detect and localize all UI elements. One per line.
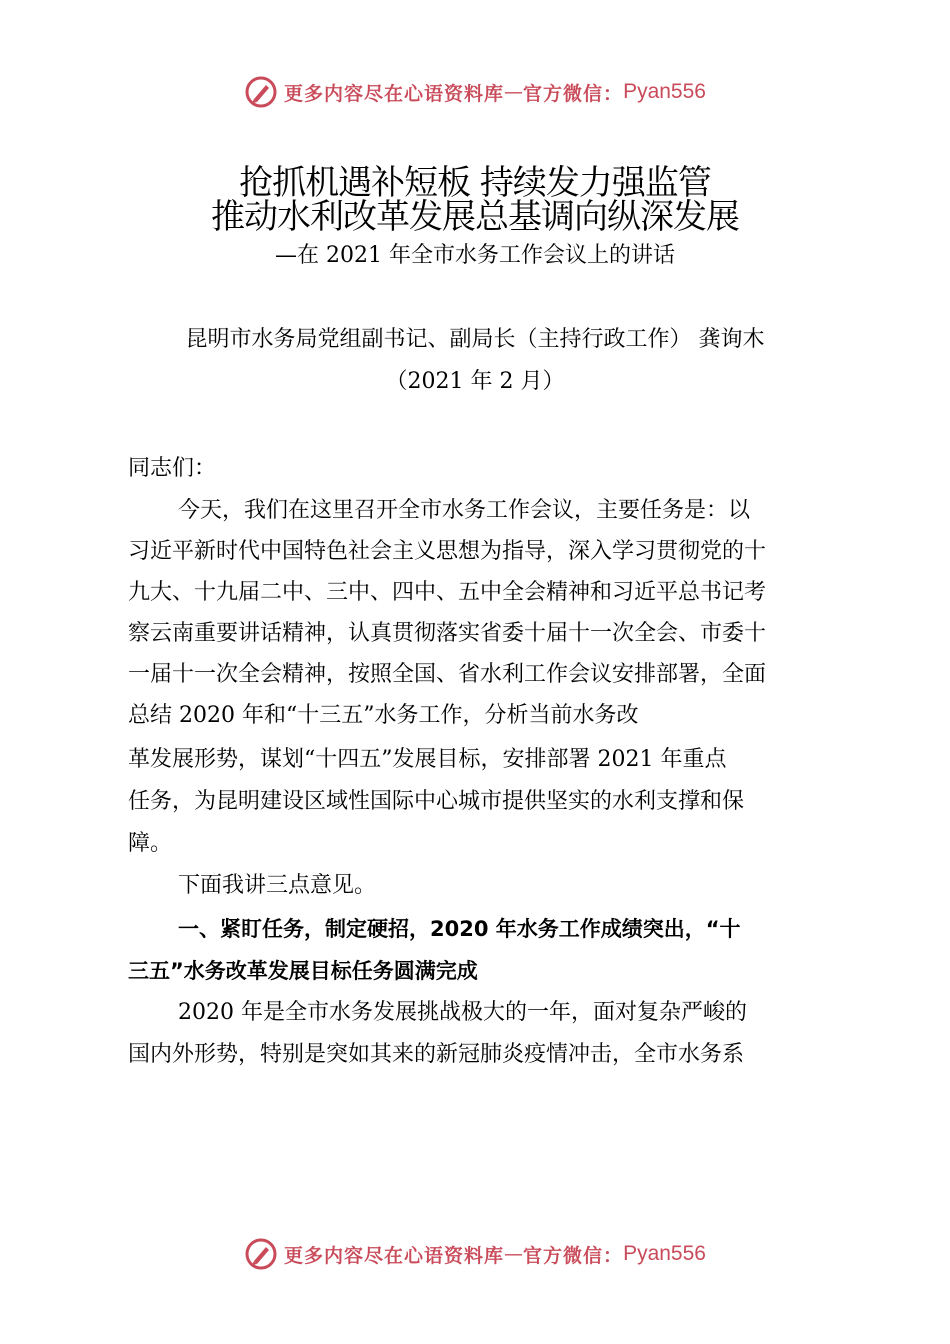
body-line: 总结 2020 年和“十三五”水务工作，分析当前水务改 xyxy=(128,703,639,728)
watermark-footer xyxy=(0,1234,950,1274)
watermark-label: 官方微信： xyxy=(523,82,624,105)
body-line: 今天，我们在这里召开全市水务工作会议，主要任务是：以 xyxy=(178,498,751,523)
body-line: 障。 xyxy=(128,831,173,856)
body-line: 国内外形势，特别是突如其来的新冠肺炎疫情冲击，全市水务系 xyxy=(128,1042,745,1067)
document-title-line-1: 抢抓机遇补短板 持续发力强监管 xyxy=(239,163,711,203)
watermark-separator: — xyxy=(504,1243,524,1265)
section-heading: 三五”水务改革发展目标任务圆满完成 xyxy=(128,959,478,983)
salutation: 同志们： xyxy=(128,456,217,481)
body-line: 任务，为昆明建设区域性国际中心城市提供坚实的水利支撑和保 xyxy=(128,789,745,814)
document-title-line-2: 推动水利改革发展总基调向纵深发展 xyxy=(211,197,739,237)
watermark-id: Pyan556 xyxy=(623,1242,706,1265)
pen-logo-icon xyxy=(244,1237,278,1271)
watermark-separator: — xyxy=(504,81,524,103)
pen-logo-icon xyxy=(244,75,278,109)
body-line: 察云南重要讲话精神，认真贯彻落实省委十届十一次全会、市委十 xyxy=(128,621,767,646)
body-line: 2020 年是全市水务发展挑战极大的一年，面对复杂严峻的 xyxy=(178,1000,747,1025)
body-line: 下面我讲三点意见。 xyxy=(178,873,377,898)
document-author: 昆明市水务局党组副书记、副局长（主持行政工作） 龚询木 xyxy=(185,327,765,352)
watermark-text: 更多内容尽在心语资料库 xyxy=(284,1244,505,1267)
body-line: 一届十一次全会精神，按照全国、省水利工作会议安排部署，全面 xyxy=(128,662,767,687)
document-date: （2021 年 2 月） xyxy=(385,369,565,394)
body-line: 九大、十九届二中、三中、四中、五中全会精神和习近平总书记考 xyxy=(128,580,767,605)
watermark-text: 更多内容尽在心语资料库 xyxy=(284,82,505,105)
body-line: 革发展形势，谋划“十四五”发展目标，安排部署 2021 年重点 xyxy=(128,747,727,772)
watermark-label: 官方微信： xyxy=(523,1244,624,1267)
section-heading: 一、紧盯任务，制定硬招，2020 年水务工作成绩突出，“十 xyxy=(178,917,741,941)
watermark-header xyxy=(0,72,950,112)
watermark-id: Pyan556 xyxy=(623,80,706,103)
document-subtitle: —在 2021 年全市水务工作会议上的讲话 xyxy=(275,243,675,268)
body-line: 习近平新时代中国特色社会主义思想为指导，深入学习贯彻党的十 xyxy=(128,539,767,564)
